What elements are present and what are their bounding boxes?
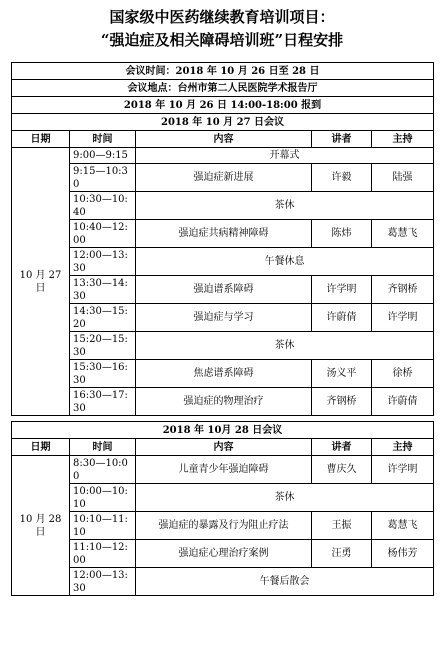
header-content: 内容 <box>136 131 312 148</box>
document-title-line1: 国家级中医药继续教育培训项目： <box>109 8 335 26</box>
session-content: 茶休 <box>136 192 434 220</box>
session-time: 13:30—14:30 <box>70 276 136 304</box>
header-date: 日期 <box>12 439 70 456</box>
schedule-row <box>12 148 434 164</box>
session-host: 许学明 <box>372 304 434 332</box>
session-content: 强迫谱系障碍 <box>136 276 312 304</box>
session-speaker: 许学明 <box>312 276 372 304</box>
schedule-row <box>12 540 434 568</box>
session-speaker: 汪勇 <box>312 540 372 568</box>
session-content: 强迫症的暴露及行为阻止疗法 <box>136 512 312 540</box>
session-time: 9:15—10:30 <box>70 164 136 192</box>
session-host: 陆强 <box>372 164 434 192</box>
session-speaker: 许毅 <box>312 164 372 192</box>
day1-date: 10 月 27 日 <box>12 148 70 416</box>
schedule-row <box>12 276 434 304</box>
session-content: 强迫症与学习 <box>136 304 312 332</box>
session-content: 午餐后散会 <box>136 568 434 596</box>
schedule-row <box>12 248 434 276</box>
session-time: 15:20—15:30 <box>70 332 136 360</box>
day1-title: 2018 年 10 月 27 日会议 <box>12 114 434 131</box>
day2-header-row <box>12 439 434 456</box>
session-content: 午餐休息 <box>136 248 434 276</box>
session-speaker: 曹庆久 <box>312 456 372 484</box>
schedule-row <box>12 360 434 388</box>
schedule-row <box>12 332 434 360</box>
session-content: 儿童青少年强迫障碍 <box>136 456 312 484</box>
session-host: 齐钢桥 <box>372 276 434 304</box>
session-host: 葛慧飞 <box>372 220 434 248</box>
session-speaker: 齐钢桥 <box>312 388 372 416</box>
header-date: 日期 <box>12 131 70 148</box>
session-time: 8:30—10:00 <box>70 456 136 484</box>
session-time: 10:30—10:40 <box>70 192 136 220</box>
day2-title: 2018 年 10月 28 日会议 <box>12 422 434 439</box>
session-host: 许蔚倩 <box>372 388 434 416</box>
schedule-row <box>12 220 434 248</box>
session-content: 强迫症的物理治疗 <box>136 388 312 416</box>
session-content: 强迫症共病精神障碍 <box>136 220 312 248</box>
meeting-venue: 会议地点：台州市第二人民医院学术报告厅 <box>12 80 434 97</box>
header-time: 时间 <box>70 439 136 456</box>
header-host: 主持 <box>372 131 434 148</box>
day1-header-row <box>12 131 434 148</box>
session-time: 11:10—12:00 <box>70 540 136 568</box>
session-speaker: 王振 <box>312 512 372 540</box>
session-content: 焦虑谱系障碍 <box>136 360 312 388</box>
session-speaker: 陈炜 <box>312 220 372 248</box>
session-content: 茶休 <box>136 332 434 360</box>
session-time: 10:00—10:10 <box>70 484 136 512</box>
session-time: 12:00—13:30 <box>70 248 136 276</box>
day2-date: 10 月 28 日 <box>12 456 70 596</box>
header-time: 时间 <box>70 131 136 148</box>
meeting-time: 会议时间：2018 年 10 月 26 日至 28 日 <box>12 63 434 80</box>
session-host: 徐桥 <box>372 360 434 388</box>
schedule-row <box>12 484 434 512</box>
session-speaker: 汤义平 <box>312 360 372 388</box>
schedule-row <box>12 192 434 220</box>
session-content: 强迫症新进展 <box>136 164 312 192</box>
schedule-row <box>12 512 434 540</box>
session-host: 葛慧飞 <box>372 512 434 540</box>
session-speaker: 许蔚倩 <box>312 304 372 332</box>
session-time: 12:00—13:30 <box>70 568 136 596</box>
session-time: 15:30—16:30 <box>70 360 136 388</box>
header-speaker: 讲者 <box>312 131 372 148</box>
schedule-row <box>12 388 434 416</box>
header-speaker: 讲者 <box>312 439 372 456</box>
header-content: 内容 <box>136 439 312 456</box>
schedule-row <box>12 164 434 192</box>
header-host: 主持 <box>372 439 434 456</box>
session-host: 许学明 <box>372 456 434 484</box>
session-content: 开幕式 <box>136 148 434 164</box>
session-time: 10:40—12:00 <box>70 220 136 248</box>
session-host: 杨伟芳 <box>372 540 434 568</box>
session-time: 14:30—15:20 <box>70 304 136 332</box>
schedule-row <box>12 304 434 332</box>
document-title-line2: “强迫症及相关障碍培训班”日程安排 <box>100 31 344 49</box>
session-time: 10:10—11:10 <box>70 512 136 540</box>
session-content: 强迫症心理治疗案例 <box>136 540 312 568</box>
session-content: 茶休 <box>136 484 434 512</box>
session-time: 16:30—17:30 <box>70 388 136 416</box>
session-time: 9:00—9:15 <box>70 148 136 164</box>
schedule-row <box>12 568 434 596</box>
registration-info: 2018 年 10 月 26 日 14:00-18:00 报到 <box>12 97 434 114</box>
schedule-row <box>12 456 434 484</box>
schedule-table <box>11 62 434 596</box>
